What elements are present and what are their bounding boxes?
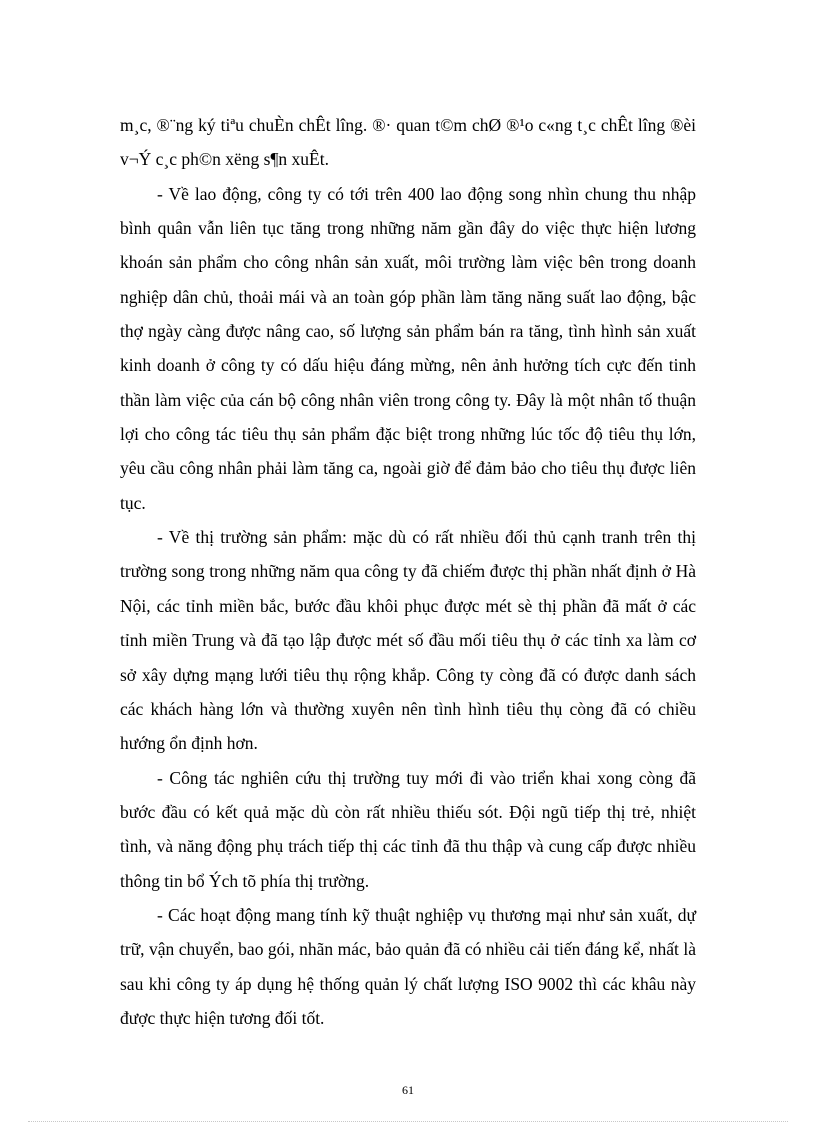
paragraph-operations: - Các hoạt động mang tính kỹ thuật nghiệp vụ thương mại như sản xuất, dự trữ, vận chuyển, bao gói, nhãn mác, bảo quản đã có nhiều cải tiến đáng kể, nhất là sau khi công ty áp dụng hệ thống quản lý chất lượng ISO 9002 thì các khâu này được thực hiện tương đối tốt. xyxy=(120,904,696,1028)
paragraph-market: - Về thị trường sản phẩm: mặc dù có rất nhiều đối thủ cạnh tranh trên thị trường song trong những năm qua công ty đã chiếm được thị phần nhất định ở Hà Nội, các tỉnh miền bắc, bước đầu khôi phục được mét sè thị phần đã mất ở các tỉnh miền Trung và đã tạo lập được mét số đầu mối tiêu thụ ở các tỉnh xa làm cơ sở xây dựng mạng lưới tiêu thụ rộng khắp. Công ty còng đã có được danh sách các khách hàng lớn và thường xuyên nên tình hình tiêu thụ còng đã có chiều hướng ổn định hơn. xyxy=(120,527,696,754)
paragraph-labor: - Về lao động, công ty có tới trên 400 lao động song nhìn chung thu nhập bình quân vẫn liên tục tăng trong những năm gần đây do việc thực hiện lương khoán sản phẩm cho công nhân sản xuất, môi trường làm việc bên trong doanh nghiệp dân chủ, thoải mái và an toàn góp phần làm tăng năng suất lao động, bậc thợ ngày càng được nâng cao, số lượng sản phẩm bán ra tăng, tình hình sản xuất kinh doanh ở công ty có dấu hiệu đáng mừng, nên ảnh hưởng tích cực đến tinh thần làm việc của cán bộ công nhân viên trong công ty. Đây là một nhân tố thuận lợi cho công tác tiêu thụ sản phẩm đặc biệt trong những lúc tốc độ tiêu thụ lớn, yêu cầu công nhân phải làm tăng ca, ngoài giờ để đảm bảo cho tiêu thụ được liên tục. xyxy=(120,183,696,513)
page-bottom-border xyxy=(28,1121,788,1122)
paragraph-quality: m¸c, ®¨ng ký tiªu chuÈn chÊt lîng. ®· quan t©m chØ ®¹o c«ng t¸c chÊt lîng ®èi v¬Ý c¸c ph©n xëng s¶n xuÊt. xyxy=(120,115,696,170)
page-number: 61 xyxy=(402,1083,414,1097)
paragraph-market-research: - Công tác nghiên cứu thị trường tuy mới đi vào triển khai xong còng đã bước đầu có kết quả mặc dù còn rất nhiều thiếu sót. Đội ngũ tiếp thị trẻ, nhiệt tình, và năng động phụ trách tiếp thị các tỉnh đã thu thập và cung cấp được nhiều thông tin bổ Ých tõ phía thị trường. xyxy=(120,767,696,891)
body-text xyxy=(120,108,696,1035)
